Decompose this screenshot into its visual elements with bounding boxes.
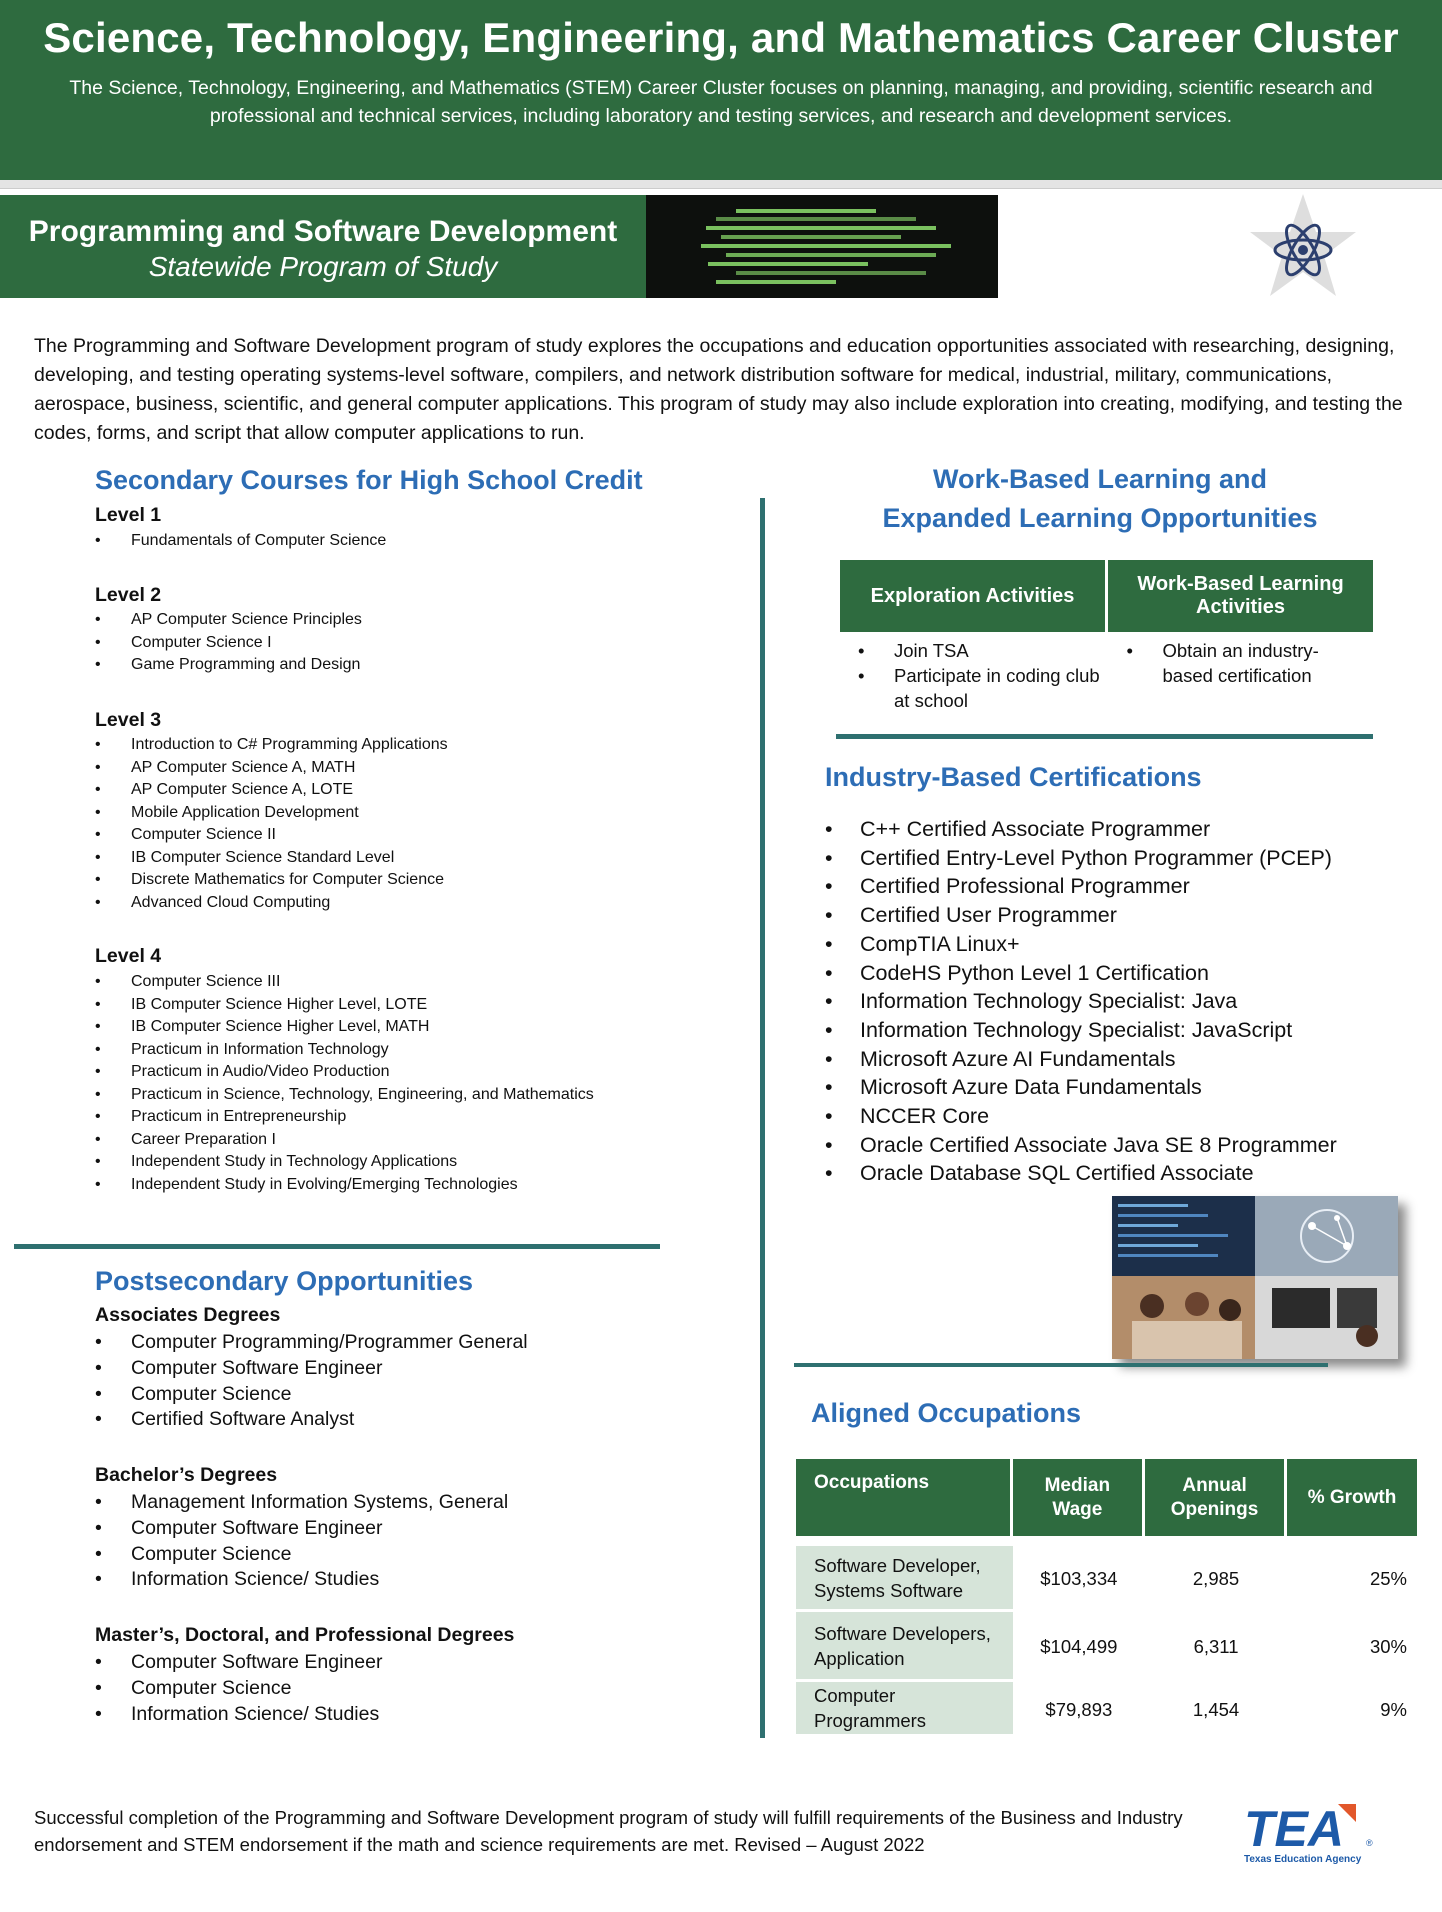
list-item: • Computer Software Engineer (95, 1516, 508, 1542)
occupations-header: Occupations (796, 1459, 1013, 1536)
list-item: • Information Science/ Studies (95, 1567, 508, 1593)
list-item: • Practicum in Science, Technology, Engineering, and Mathematics (95, 1084, 594, 1107)
list-item: • Join TSA (858, 638, 1106, 663)
section-divider (14, 1244, 660, 1249)
wbl-heading-line1: Work-Based Learning and (932, 464, 1268, 494)
list-item: • Independent Study in Technology Applications (95, 1151, 594, 1174)
level-title: Level 4 (95, 945, 162, 967)
list-item: • Practicum in Audio/Video Production (95, 1061, 594, 1084)
occupation-name: Software Developer, Systems Software (796, 1546, 1013, 1612)
occupation-name: Computer Programmers (796, 1682, 1013, 1737)
list-item: • IB Computer Science Higher Level, MATH (95, 1016, 594, 1039)
list-item: • AP Computer Science A, LOTE (95, 779, 448, 802)
list-item: • Computer Science III (95, 971, 594, 994)
list-item: • Game Programming and Design (95, 654, 362, 677)
list-item: • Microsoft Azure AI Fundamentals (825, 1045, 1337, 1074)
list-item: • Participate in coding club at school (858, 663, 1106, 713)
cluster-header (0, 0, 1442, 180)
table-row (796, 1612, 1417, 1682)
percent-growth: 30% (1369, 1636, 1407, 1657)
wbl-divider (836, 734, 1373, 739)
program-intro: The Programming and Software Development program of study explores the occupations and education opportunities associated with researching, designing, developing, and testing operating systems-level software, compilers, and network distribution software for medical, industrial, military, communications, aerospace, business, scientific, and general computer applications. This program of study may also include exploration into creating, modifying, and testing the codes, forms, and script that allow computer applications to run. (34, 335, 1403, 444)
list-item: • Computer Software Engineer (95, 1650, 382, 1676)
list-item: • Obtain an industry-based certification (1127, 638, 1373, 688)
list-item: • Computer Science (95, 1382, 528, 1408)
list-item: • Fundamentals of Computer Science (95, 530, 386, 553)
wbl-table (840, 560, 1373, 714)
median-wage: $103,334 (1040, 1568, 1118, 1589)
occupations-heading: Aligned Occupations (811, 1398, 1082, 1428)
header-divider (0, 180, 1442, 189)
list-item: • AP Computer Science Principles (95, 609, 362, 632)
wbl-heading-line2: Expanded Learning Opportunities (882, 503, 1318, 533)
list-item: • IB Computer Science Standard Level (95, 847, 448, 870)
wbl-col1-cell (840, 632, 1107, 714)
level-title: Level 2 (95, 584, 162, 606)
table-row (796, 1682, 1417, 1737)
cluster-description: The Science, Technology, Engineering, and Mathematics (STEM) Career Cluster focuses on planning, managing, and providing, scientific research and professional and technical services, including laboratory and testing services, and research and development services. (69, 77, 1373, 127)
cluster-title: Science, Technology, Engineering, and Mathematics Career Cluster (43, 14, 1399, 61)
star-atom-icon (1248, 192, 1358, 302)
median-wage: $79,893 (1045, 1698, 1113, 1720)
postsecondary-heading: Postsecondary Opportunities (95, 1266, 474, 1296)
wage-header: Median Wage (1013, 1459, 1145, 1536)
annual-openings: 1,454 (1192, 1698, 1240, 1720)
list-item: • Information Science/ Studies (95, 1702, 382, 1728)
code-screen-image (646, 195, 998, 298)
degree-list (95, 1330, 528, 1433)
list-item: • Certified Software Analyst (95, 1407, 528, 1433)
table-row (796, 1546, 1417, 1612)
occupations-divider (794, 1363, 1328, 1367)
level-title: Level 1 (95, 504, 162, 526)
list-item: • Certified Entry-Level Python Programmer (PCEP) (825, 844, 1337, 873)
occupation-name: Software Developers, Application (796, 1612, 1013, 1682)
program-banner (0, 195, 646, 298)
list-item: • Computer Science I (95, 632, 362, 655)
list-item: • Computer Science II (95, 824, 448, 847)
list-item: • Oracle Certified Associate Java SE 8 Programmer (825, 1131, 1337, 1160)
list-item: • Computer Science (95, 1542, 508, 1568)
program-subtitle: Statewide Program of Study (148, 251, 498, 282)
list-item: • Computer Software Engineer (95, 1356, 528, 1382)
list-item: • Computer Science (95, 1676, 382, 1702)
growth-header: % Growth (1287, 1459, 1417, 1536)
list-item: • Certified User Programmer (825, 901, 1337, 930)
list-item: • Oracle Database SQL Certified Associate (825, 1159, 1337, 1188)
list-item: • Practicum in Entrepreneurship (95, 1106, 594, 1129)
certifications-heading: Industry-Based Certifications (825, 762, 1202, 792)
list-item: • Microsoft Azure Data Fundamentals (825, 1073, 1337, 1102)
course-list (95, 530, 386, 553)
degree-group-title: Associates Degrees (95, 1304, 281, 1326)
openings-header: Annual Openings (1145, 1459, 1287, 1536)
wbl-col2-cell (1107, 632, 1374, 714)
list-item: • Discrete Mathematics for Computer Science (95, 869, 448, 892)
list-item: • Career Preparation I (95, 1129, 594, 1152)
program-title: Programming and Software Development (28, 215, 618, 248)
tea-logo-subtitle: Texas Education Agency (1244, 1854, 1362, 1865)
list-item: • Practicum in Information Technology (95, 1039, 594, 1062)
level-title: Level 3 (95, 709, 162, 731)
list-item: • Computer Programming/Programmer General (95, 1330, 528, 1356)
students-photo-collage (1112, 1196, 1398, 1359)
median-wage: $104,499 (1040, 1636, 1118, 1657)
degree-group-title: Bachelor’s Degrees (95, 1464, 278, 1486)
list-item: • Independent Study in Evolving/Emerging Technologies (95, 1174, 594, 1197)
degree-list (95, 1490, 508, 1593)
list-item: • CompTIA Linux+ (825, 930, 1337, 959)
list-item: • Information Technology Specialist: JavaScript (825, 1016, 1337, 1045)
percent-growth: 9% (1380, 1698, 1407, 1720)
wbl-col2-header: Work-Based Learning Activities (1107, 560, 1374, 632)
list-item: • Management Information Systems, General (95, 1490, 508, 1516)
course-list (95, 971, 594, 1196)
tea-logo (1238, 1796, 1378, 1876)
certification-list (825, 815, 1337, 1188)
registered-mark: ® (1366, 1838, 1373, 1848)
list-item: • Introduction to C# Programming Applications (95, 734, 448, 757)
degree-list (95, 1650, 382, 1727)
column-divider (760, 498, 765, 1738)
list-item: • Mobile Application Development (95, 802, 448, 825)
wbl-col1-header: Exploration Activities (840, 560, 1107, 632)
list-item: • IB Computer Science Higher Level, LOTE (95, 994, 594, 1017)
list-item: • C++ Certified Associate Programmer (825, 815, 1337, 844)
tea-logo-text: TEA (1244, 1801, 1344, 1857)
list-item: • Certified Professional Programmer (825, 872, 1337, 901)
footer-note: Successful completion of the Programming and Software Development program of study will fulfill requirements of the Business and Industry endorsement and STEM endorsement if the math and science requirements are met. Revised – August 2022 (34, 1807, 1183, 1855)
occupations-table (796, 1459, 1417, 1737)
list-item: • CodeHS Python Level 1 Certification (825, 959, 1337, 988)
list-item: • AP Computer Science A, MATH (95, 757, 448, 780)
list-item: • NCCER Core (825, 1102, 1337, 1131)
annual-openings: 2,985 (1192, 1568, 1240, 1589)
percent-growth: 25% (1369, 1568, 1407, 1589)
course-list (95, 734, 448, 914)
degree-group-title: Master’s, Doctoral, and Professional Degrees (95, 1624, 515, 1646)
annual-openings: 6,311 (1193, 1636, 1239, 1657)
list-item: • Advanced Cloud Computing (95, 892, 448, 915)
list-item: • Information Technology Specialist: Java (825, 987, 1337, 1016)
course-list (95, 609, 362, 677)
secondary-heading: Secondary Courses for High School Credit (95, 465, 643, 495)
